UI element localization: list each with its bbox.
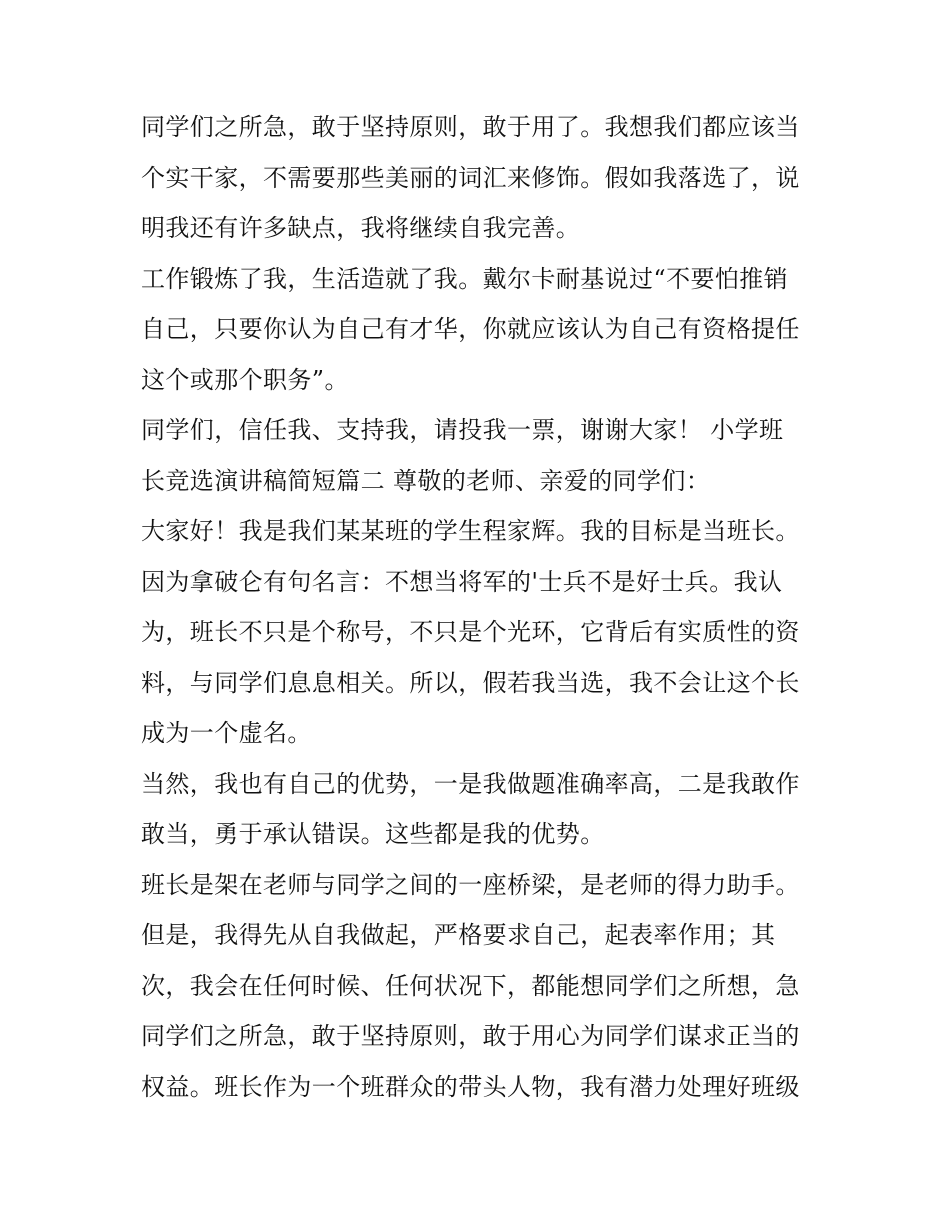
text-line: 当然，我也有自己的优势，一是我做题准确率高，二是我敢作 bbox=[141, 769, 800, 798]
text-line: 权益。班长作为一个班群众的带头人物，我有潜力处理好班级 bbox=[141, 1072, 800, 1101]
text-line: 这个或那个职务”。 bbox=[141, 365, 349, 394]
text-line: 但是，我得先从自我做起，严格要求自己，起表率作用；其 bbox=[141, 921, 776, 949]
body-text bbox=[141, 102, 821, 1112]
text-line: 为，班长不只是个称号，不只是个光环，它背后有实质性的资 bbox=[141, 618, 800, 646]
text-line: 次，我会在任何时候、任何状况下，都能想同学们之所想，急 bbox=[141, 971, 800, 1000]
text-line: 敢当，勇于承认错误。这些都是我的优势。 bbox=[141, 820, 605, 848]
text-line: 班长是架在老师与同学之间的一座桥梁，是老师的得力助手。 bbox=[141, 870, 800, 899]
text-line: 同学们，信任我、支持我，请投我一票，谢谢大家！ 小学班 bbox=[141, 416, 784, 444]
text-line: 料，与同学们息息相关。所以，假若我当选，我不会让这个长 bbox=[141, 668, 800, 697]
text-line: 大家好！我是我们某某班的学生程家辉。我的目标是当班长。 bbox=[141, 517, 800, 545]
text-line: 个实干家，不需要那些美丽的词汇来修饰。假如我落选了，说 bbox=[141, 163, 800, 192]
text-line: 同学们之所急，敢于坚持原则，敢于用心为同学们谋求正当的 bbox=[141, 1022, 800, 1050]
text-line: 同学们之所急，敢于坚持原则，敢于用了。我想我们都应该当 bbox=[141, 113, 800, 141]
text-line: 自己，只要你认为自己有才华，你就应该认为自己有资格提任 bbox=[141, 315, 800, 343]
text-line: 因为拿破仑有句名言：不想当将军的'士兵不是好士兵。我认 bbox=[141, 567, 783, 596]
text-line: 工作锻炼了我，生活造就了我。戴尔卡耐基说过“不要怕推销 bbox=[141, 264, 789, 293]
text-line: 明我还有许多缺点，我将继续自我完善。 bbox=[141, 214, 581, 242]
text-line: 成为一个虚名。 bbox=[141, 719, 312, 747]
text-line: 长竞选演讲稿简短篇二 尊敬的老师、亲爱的同学们： bbox=[141, 466, 711, 495]
